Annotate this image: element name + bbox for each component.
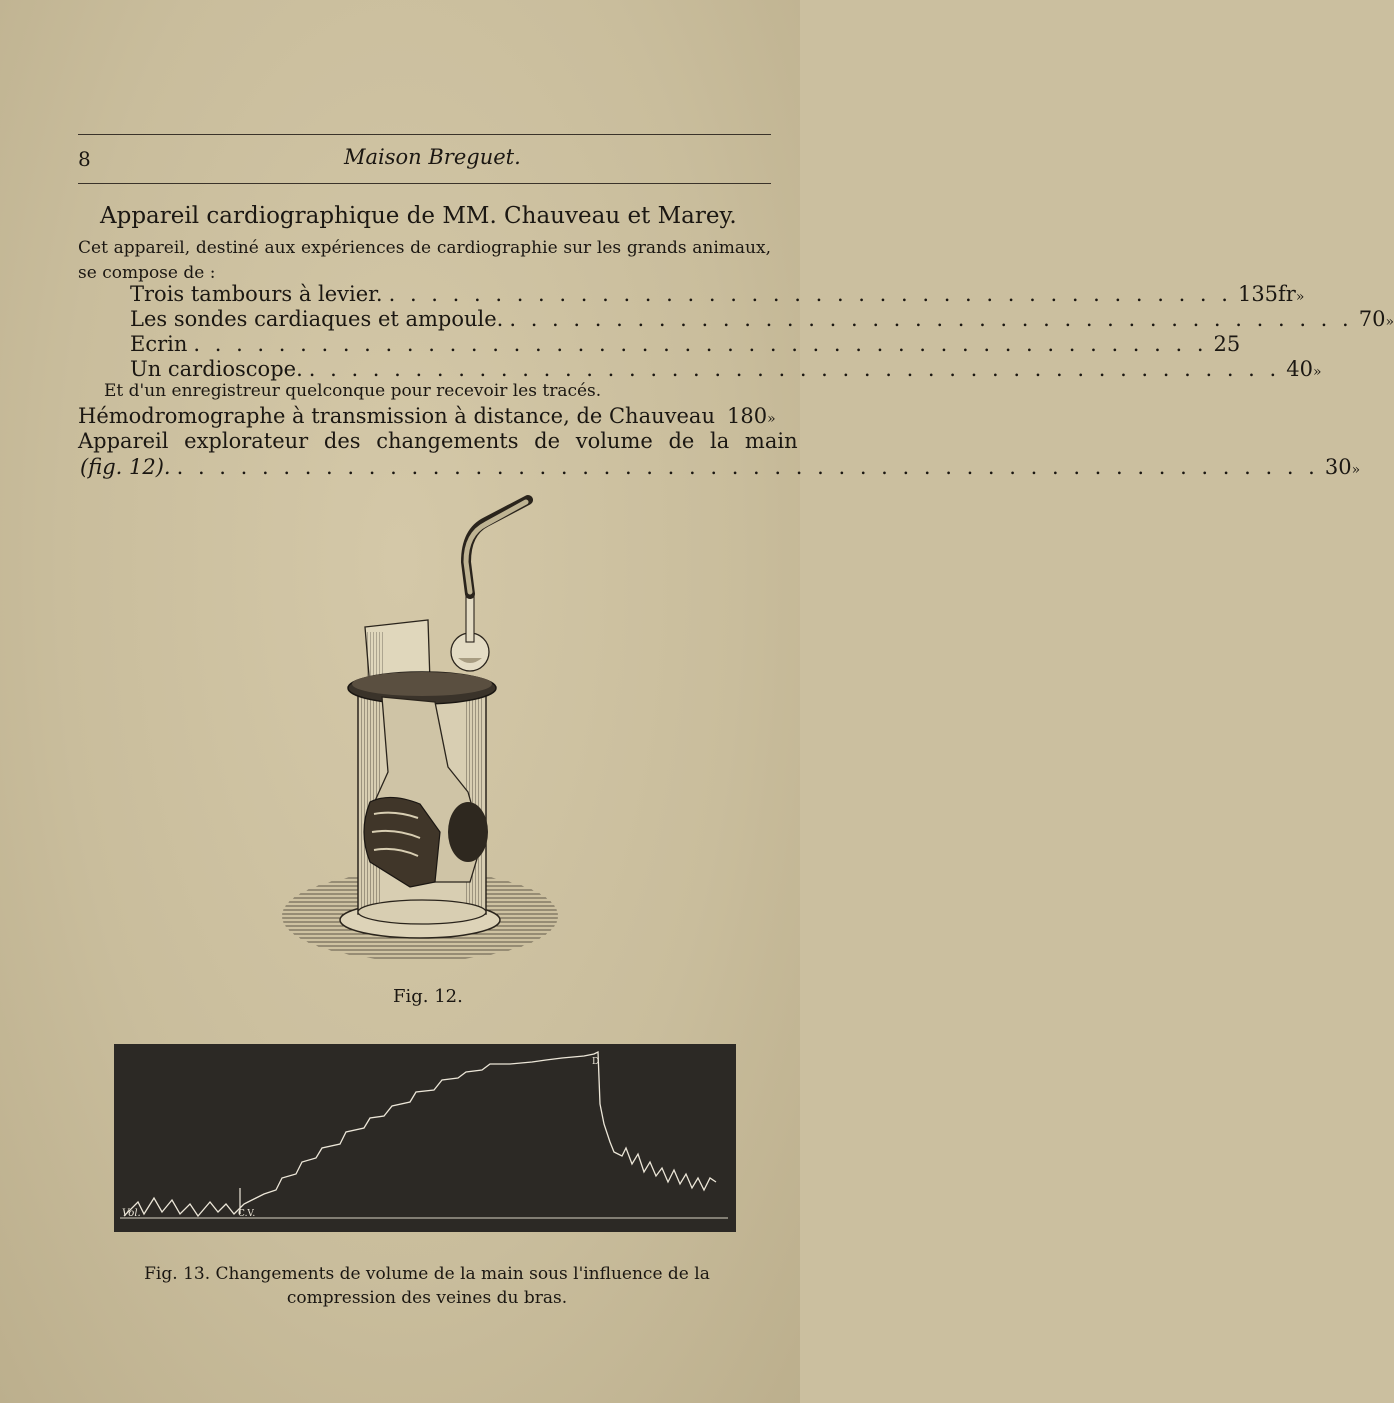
figure-13-volume-trace <box>114 1044 736 1232</box>
leader-dots: . . . . . . . . . . . . . . . . . . . . . . . . . . . . . . . . . . . . . . . . <box>388 282 1232 306</box>
running-title: Maison Breguet. <box>344 145 521 169</box>
figure-12-hand-plethysmograph-engraving <box>270 492 570 974</box>
figure-13-caption: Fig. 13. Changements de volume de la main sous l'influence de la compression des veines du bras. <box>144 1264 710 1308</box>
price-row-cardioscope: Un cardioscope. . . . . . . . . . . . . . . . . . . . . . . . . . . . . . . . . . . . . . . . . . . . . . . 40 » <box>130 357 1322 381</box>
header-rule-top <box>78 134 771 135</box>
section-title: Appareil cardiographique de MM. Chauveau et Marey. <box>100 203 737 229</box>
trace-label-cv: C.V. <box>238 1209 256 1219</box>
price-row-hemodromographe: Hémodromographe à transmission à distance, de Chauveau 180 » <box>78 404 776 428</box>
leader-dots: . . . . . . . . . . . . . . . . . . . . . . . . . . . . . . . . . . . . . . . . . . . . . . . . . . . . . . <box>176 455 1319 479</box>
leader-dots: . . . . . . . . . . . . . . . . . . . . . . . . . . . . . . . . . . . . . . . . . . . . . . <box>308 357 1281 381</box>
intro-paragraph: Cet appareil, destiné aux expériences de cardiographie sur les grands animaux, se compose de : <box>78 238 771 283</box>
header-rule-bottom <box>78 183 771 184</box>
figure-12-caption: Fig. 12. <box>393 986 463 1007</box>
leader-dots: . . . . . . . . . . . . . . . . . . . . . . . . . . . . . . . . . . . . . . . . <box>509 307 1353 331</box>
enregistreur-note: Et d'un enregistreur quelconque pour recevoir les tracés. <box>104 381 602 401</box>
leader-dots: . . . . . . . . . . . . . . . . . . . . . . . . . . . . . . . . . . . . . . . . . . . . . . . . <box>193 332 1208 356</box>
price-row-appareil-line1: Appareil explorateur des changements de volume de la main <box>78 429 798 453</box>
price-row-appareil-line2: (fig. 12). . . . . . . . . . . . . . . . . . . . . . . . . . . . . . . . . . . . . . . . . . . . . . . . . . . . . . . 30 » <box>80 455 1361 479</box>
trace-label-d: D <box>592 1057 600 1067</box>
page-number: 8 <box>78 147 91 171</box>
trace-label-vol: Vol. <box>122 1208 141 1219</box>
price-row-ecrin: Ecrin . . . . . . . . . . . . . . . . . . . . . . . . . . . . . . . . . . . . . . . . . . . . . . . . 25 <box>130 332 1241 356</box>
price-row-trois-tambours: Trois tambours à levier. . . . . . . . . . . . . . . . . . . . . . . . . . . . . . . . . . . . . . . . . 135fr » <box>130 282 1305 306</box>
price-row-sondes: Les sondes cardiaques et ampoule. . . . . . . . . . . . . . . . . . . . . . . . . . . . . . . . . . . . . . . . . 70 » <box>130 307 1394 331</box>
